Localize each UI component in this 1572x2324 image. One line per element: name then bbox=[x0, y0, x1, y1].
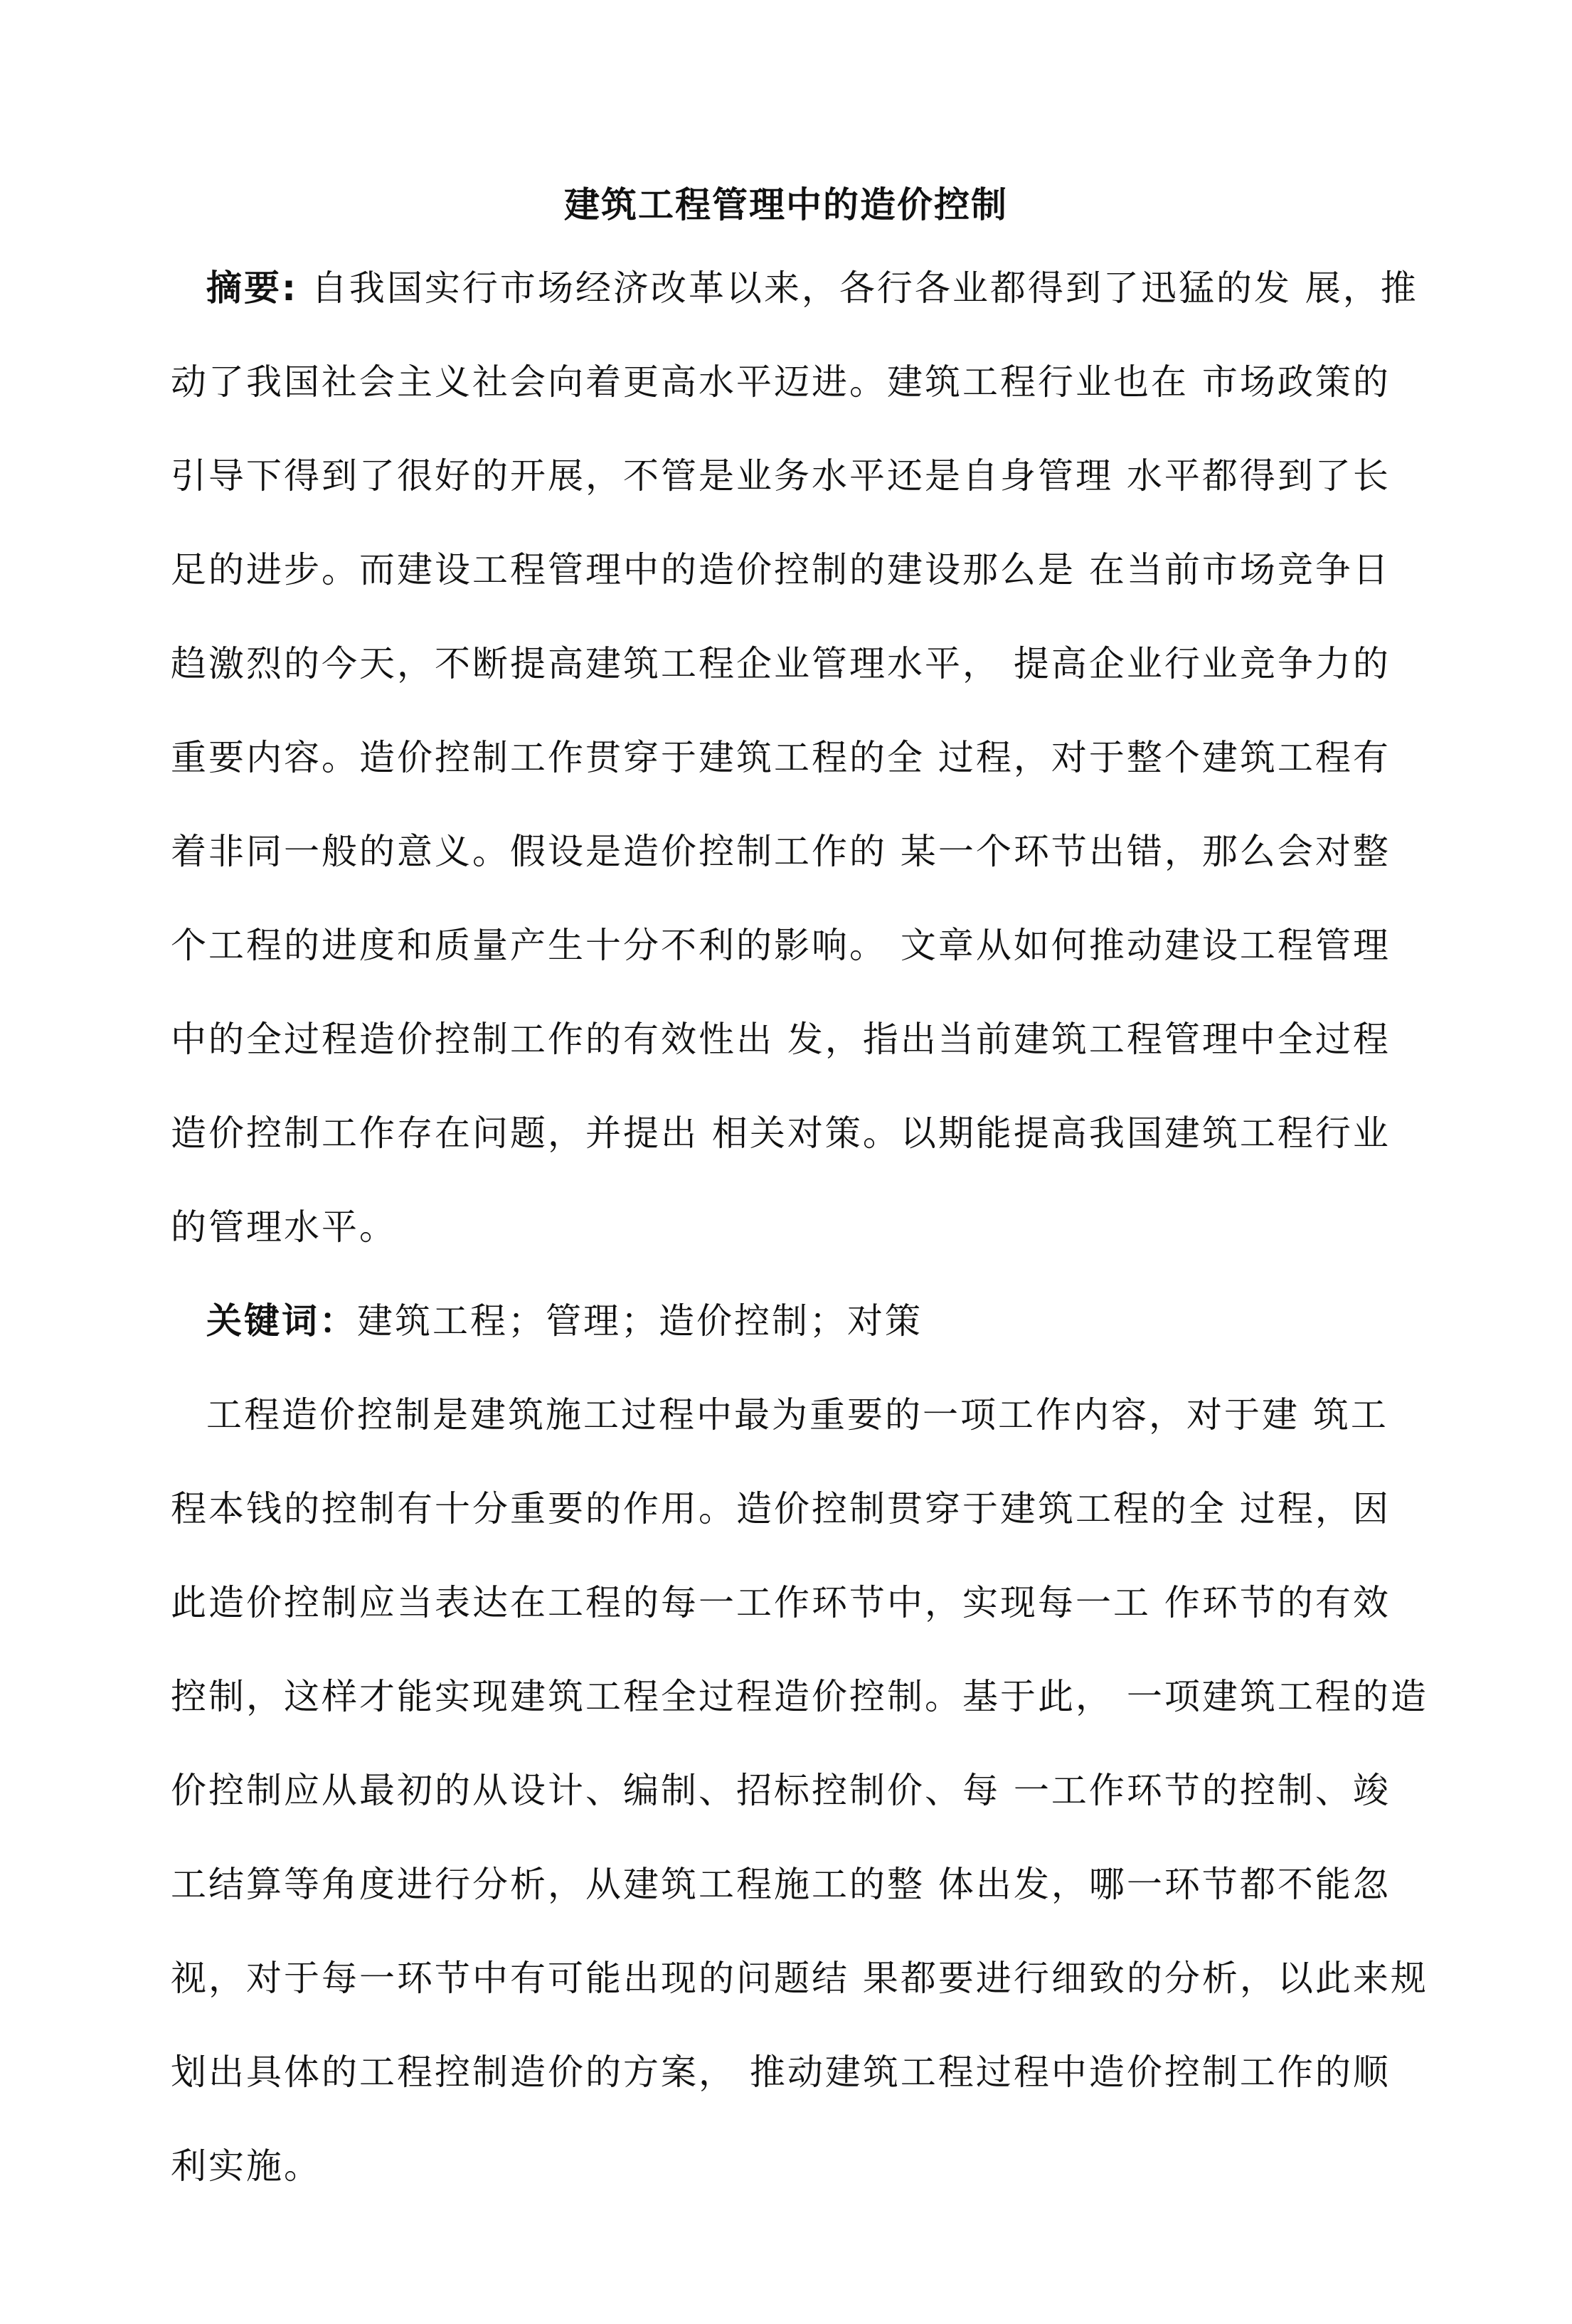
keywords-label: 关键词： bbox=[206, 1300, 357, 1342]
abstract-line: 引导下得到了很好的开展，不管是业务水平还是自身管理 水平都得到了长 bbox=[171, 455, 1391, 497]
body-line: 此造价控制应当表达在工程的每一工作环节中，实现每一工 作环节的有效 bbox=[171, 1582, 1391, 1623]
abstract-line: 重要内容。造价控制工作贯穿于建筑工程的全 过程，对于整个建筑工程有 bbox=[171, 737, 1391, 778]
abstract-label: 摘要: bbox=[206, 267, 298, 309]
abstract-line: 动了我国社会主义社会向着更高水平迈进。建筑工程行业也在 市场政策的 bbox=[171, 361, 1391, 403]
document-title: 建筑工程管理中的造价控制 bbox=[564, 184, 1008, 225]
body-line: 利实施。 bbox=[171, 2145, 322, 2187]
body-line: 控制，这样才能实现建筑工程全过程造价控制。基于此， 一项建筑工程的造 bbox=[171, 1676, 1428, 1717]
abstract-line bbox=[206, 267, 1418, 309]
body-line: 视，对于每一环节中有可能出现的问题结 果都要进行细致的分析，以此来规 bbox=[171, 1958, 1428, 1999]
abstract-line: 足的进步。而建设工程管理中的造价控制的建设那么是 在当前市场竞争日 bbox=[171, 549, 1391, 590]
abstract-text: 自我国实行市场经济改革以来，各行各业都得到了迅猛的发 展，推 bbox=[311, 267, 1418, 309]
abstract-line: 中的全过程造价控制工作的有效性出 发，指出当前建筑工程管理中全过程 bbox=[171, 1019, 1391, 1060]
abstract-line: 造价控制工作存在问题，并提出 相关对策。以期能提高我国建筑工程行业 bbox=[171, 1113, 1391, 1154]
body-line: 划出具体的工程控制造价的方案， 推动建筑工程过程中造价控制工作的顺 bbox=[171, 2052, 1391, 2093]
body-line: 工结算等角度进行分析，从建筑工程施工的整 体出发，哪一环节都不能忽 bbox=[171, 1864, 1391, 1905]
body-line: 价控制应从最初的从设计、编制、招标控制价、每 一工作环节的控制、竣 bbox=[171, 1770, 1391, 1811]
abstract-line: 个工程的进度和质量产生十分不利的影响。 文章从如何推动建设工程管理 bbox=[171, 925, 1391, 966]
abstract-line: 的管理水平。 bbox=[171, 1206, 397, 1248]
keywords-text: 建筑工程；管理；造价控制；对策 bbox=[357, 1300, 923, 1342]
body-line: 工程造价控制是建筑施工过程中最为重要的一项工作内容，对于建 筑工 bbox=[206, 1394, 1388, 1436]
abstract-line: 趋激烈的今天，不断提高建筑工程企业管理水平， 提高企业行业竞争力的 bbox=[171, 643, 1391, 684]
body-line: 程本钱的控制有十分重要的作用。造价控制贯穿于建筑工程的全 过程，因 bbox=[171, 1488, 1391, 1529]
keywords-line bbox=[206, 1300, 923, 1342]
abstract-line: 着非同一般的意义。假设是造价控制工作的 某一个环节出错，那么会对整 bbox=[171, 831, 1391, 872]
